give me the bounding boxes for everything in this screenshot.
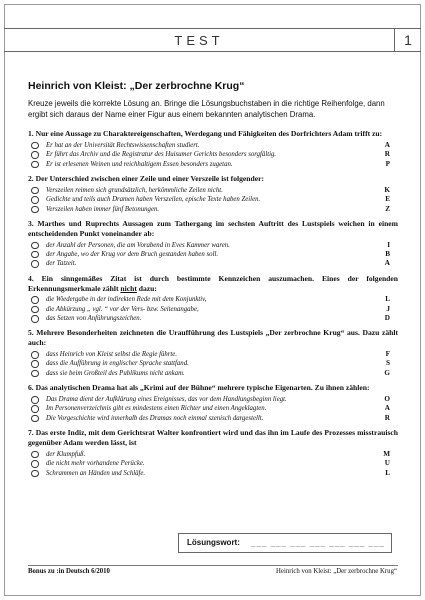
radio-circle-icon[interactable] xyxy=(31,460,39,468)
radio-circle-icon[interactable] xyxy=(31,306,39,314)
answer-letter: R xyxy=(384,150,390,159)
solution-blanks[interactable]: ___ ___ ___ ___ ___ ___ ___ xyxy=(251,538,385,547)
question-text xyxy=(28,274,398,294)
radio-circle-icon[interactable] xyxy=(31,415,39,423)
answer-option[interactable] xyxy=(28,350,398,359)
answer-option[interactable] xyxy=(28,314,398,323)
question-2 xyxy=(28,174,398,214)
answer-letter: A xyxy=(384,404,390,413)
answer-text: der Angabe, wo der Krug vor dem Bruch gestanden haben soll. xyxy=(46,250,219,258)
question-text: 5. Mehrere Besonderheiten zeichneten die Uraufführung des Lustspiels „Der zerbrochne Krug“ aus. Dazu zählt auch: xyxy=(28,328,398,348)
question-text-part: 4. Ein sinngemäßes Zitat ist durch bestimmte Kennzeichen auszumachen. Eines der folgenden Erkennungsmerkmale zählt xyxy=(28,273,398,293)
radio-circle-icon[interactable] xyxy=(31,196,39,204)
answer-option[interactable] xyxy=(28,450,398,459)
radio-circle-icon[interactable] xyxy=(31,260,39,268)
answer-letter: S xyxy=(386,359,390,368)
footer-source: Bonus zu :in Deutsch 6/2010 xyxy=(28,568,110,575)
answer-text: die Wiedergabe in der indirekten Rede mit dem Konjunktiv, xyxy=(46,296,207,304)
answer-text: der Klumpfuß. xyxy=(46,450,86,458)
answer-option[interactable] xyxy=(28,305,398,314)
answer-letter: Z xyxy=(385,204,390,213)
answer-option[interactable] xyxy=(28,295,398,304)
answer-text: das Setzen von Anführungszeichen. xyxy=(46,315,142,323)
answer-option[interactable] xyxy=(28,141,398,150)
answer-text: Schrammen an Händen und Schläfe. xyxy=(46,469,146,477)
instructions-text: Kreuze jeweils die korrekte Lösung an. Bringe die Lösungsbuchstaben in die richtige Reihenfolge, dann ergibt sich daraus der Name einer Figur aus einem bekannten analytischen Drama. xyxy=(28,99,385,119)
answer-option[interactable] xyxy=(28,404,398,413)
radio-circle-icon[interactable] xyxy=(31,470,39,478)
answer-text: der Anzahl der Personen, die am Vorabend in Eves Kammer waren. xyxy=(46,241,230,249)
radio-circle-icon[interactable] xyxy=(31,405,39,413)
answer-letter: O xyxy=(384,395,390,404)
answer-text: Im Personenverzeichnis gibt es mindestens einen Richter und einen Angeklagten. xyxy=(46,405,267,413)
page-number-box xyxy=(394,28,421,52)
answer-letter: A xyxy=(384,140,390,149)
answer-text: dass die Aufführung in englischer Sprache stattfand. xyxy=(46,360,189,368)
answer-letter: L xyxy=(385,295,390,304)
header-title: TEST xyxy=(174,33,224,48)
answer-letter: I xyxy=(387,240,390,249)
radio-circle-icon[interactable] xyxy=(31,370,39,378)
answer-letter: P xyxy=(385,159,390,168)
answer-letter: D xyxy=(384,314,390,323)
answer-text: Er ist erlesenen Weinen und reichhaltigem Essen besonders zugetan. xyxy=(46,160,233,168)
answer-letter: K xyxy=(384,185,390,194)
question-text: 1. Nur eine Aussage zu Charaktereigenschaften, Werdegang und Fähigkeiten des Dorfrichters Adam trifft zu: xyxy=(28,129,383,138)
answer-letter: R xyxy=(384,413,390,422)
radio-circle-icon[interactable] xyxy=(31,187,39,195)
answer-option[interactable] xyxy=(28,359,398,368)
radio-circle-icon[interactable] xyxy=(31,315,39,323)
document-heading: Heinrich von Kleist: „Der zerbrochne Krug“ xyxy=(28,80,245,92)
answer-option[interactable] xyxy=(28,469,398,478)
answer-letter: F xyxy=(385,350,390,359)
answer-option[interactable] xyxy=(28,459,398,468)
answer-letter: G xyxy=(384,368,390,377)
answer-text: Verszeilen reimen sich grundsätzlich, herkömmliche Zeilen nicht. xyxy=(46,186,223,194)
answer-text: die nicht mehr vorhandene Perücke. xyxy=(46,460,145,468)
solution-label: Lösungswort: xyxy=(187,538,240,547)
question-6 xyxy=(28,383,398,423)
answer-text: Das Drama dient der Aufklärung eines Ereignisses, das vor dem Handlungsbeginn liegt. xyxy=(46,396,287,404)
question-3 xyxy=(28,219,398,269)
question-list xyxy=(28,129,398,483)
radio-circle-icon[interactable] xyxy=(31,142,39,150)
radio-circle-icon[interactable] xyxy=(31,451,39,459)
answer-text: dass sie beim Großteil des Publikums nicht ankam. xyxy=(46,369,185,377)
answer-letter: J xyxy=(386,304,390,313)
answer-option[interactable] xyxy=(28,160,398,169)
answer-letter: M xyxy=(383,449,390,458)
radio-circle-icon[interactable] xyxy=(31,296,39,304)
question-text: 2. Der Unterschied zwischen einer Zeile und einer Verszeile ist folgender: xyxy=(28,173,265,183)
radio-circle-icon[interactable] xyxy=(31,396,39,404)
answer-text: die Abkürzung „ vgl. “ vor der Vers- bzw. Seitenangabe, xyxy=(46,305,199,313)
answer-option[interactable] xyxy=(28,241,398,250)
answer-text: der Tatzeit. xyxy=(46,260,77,268)
answer-option[interactable] xyxy=(28,259,398,268)
answer-option[interactable] xyxy=(28,395,398,404)
page-number: 1 xyxy=(404,32,412,48)
answer-letter: U xyxy=(384,459,390,468)
radio-circle-icon[interactable] xyxy=(31,206,39,214)
answer-text: Er hat an der Universität Rechtswissenschaften studiert. xyxy=(46,141,200,149)
question-text-emphasis: nicht xyxy=(120,283,137,293)
footer-title: Heinrich von Kleist: „Der zerbrochne Krug“ xyxy=(276,568,397,575)
radio-circle-icon[interactable] xyxy=(31,360,39,368)
radio-circle-icon[interactable] xyxy=(31,351,39,359)
answer-option[interactable] xyxy=(28,250,398,259)
radio-circle-icon[interactable] xyxy=(31,151,39,159)
answer-option[interactable] xyxy=(28,195,398,204)
answer-option[interactable] xyxy=(28,150,398,159)
footer-rule xyxy=(28,565,398,566)
question-1 xyxy=(28,129,398,169)
radio-circle-icon[interactable] xyxy=(31,251,39,259)
question-7 xyxy=(28,428,398,478)
answer-letter: E xyxy=(385,195,390,204)
answer-text: Die Vorgeschichte wird innerhalb des Dramas noch einmal szenisch dargestellt. xyxy=(46,414,264,422)
header-band xyxy=(4,28,394,52)
answer-letter: B xyxy=(385,249,390,258)
solution-box[interactable] xyxy=(178,533,392,553)
answer-letter: A xyxy=(384,259,390,268)
answer-option[interactable] xyxy=(28,414,398,423)
question-text: 6. Das analytischen Drama hat als „Krimi auf der Bühne“ mehrere typische Eigenarten. Zu ihnen zählen: xyxy=(28,383,370,393)
answer-letter: L xyxy=(385,468,390,477)
radio-circle-icon[interactable] xyxy=(31,242,39,250)
answer-option[interactable] xyxy=(28,369,398,378)
question-text: 7. Das erste Indiz, mit dem Gerichtsrat Walter konfrontiert wird und das ihn im Laufe des Prozesses misstrauisch gegenüber Adam werden lässt, ist xyxy=(28,428,398,447)
answer-option[interactable] xyxy=(28,186,398,195)
question-4 xyxy=(28,274,398,324)
answer-text: Er führt das Archiv und die Registratur des Huisumer Gerichts besonders sorgfältig. xyxy=(46,151,277,159)
question-text-part: dazu: xyxy=(136,283,157,293)
answer-text: Gedichte und teils auch Dramen haben Verszeilen, epische Texte haben Zeilen. xyxy=(46,196,261,204)
answer-option[interactable] xyxy=(28,205,398,214)
answer-text: dass Heinrich von Kleist selbst die Regie führte. xyxy=(46,351,178,359)
answer-text: Verszeilen haben immer fünf Betonungen. xyxy=(46,205,160,213)
radio-circle-icon[interactable] xyxy=(31,161,39,169)
question-5 xyxy=(28,328,398,378)
question-text: 3. Marthes und Ruprechts Aussagen zum Tathergang im sechsten Auftritt des Lustspiels weichen in einem entscheidenden Punkt voneinander ab: xyxy=(28,218,398,238)
